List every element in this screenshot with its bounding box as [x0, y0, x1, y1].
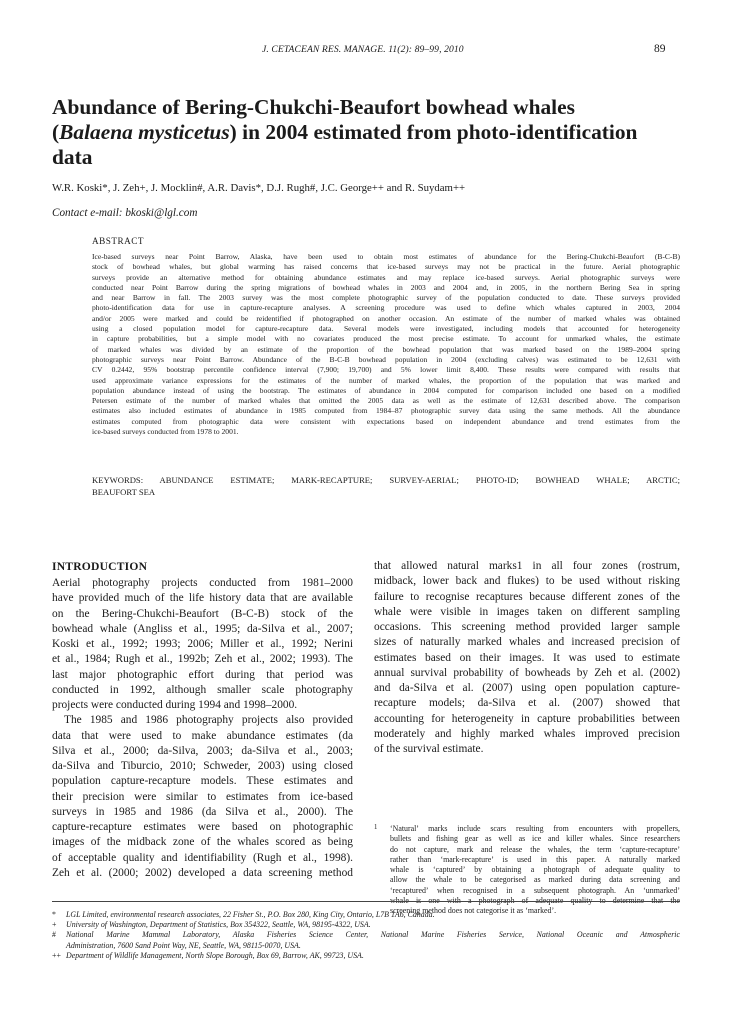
body-line: that allowed natural marks1 in all four zones (rostrum, [374, 560, 680, 572]
body-line: failure to recognise recaptures because different zones of the [374, 590, 680, 603]
body-line: on the Bering-Chukchi-Beaufort (B-C-B) stock of the [52, 607, 353, 620]
body-line: images of the midback zone of the whales scored as being [52, 836, 353, 849]
introduction-heading: INTRODUCTION [52, 560, 148, 573]
body-line: occasions. This screening method provided larger sample [374, 621, 680, 633]
running-head [0, 44, 729, 60]
footnote-mark: 1 [374, 824, 378, 831]
introduction-right-column [374, 559, 680, 757]
body-line: have provided much of the life history data that are available [52, 592, 353, 605]
abstract-line: using a closed population model for capture-recapture data. Several models were investigated, including models that accounted for heterogeneity [92, 324, 680, 334]
affiliation-item [52, 910, 680, 920]
journal-reference: J. CETACEAN RES. MANAGE. 11(2): 89–99, 2010 [262, 44, 464, 55]
footnote-body [390, 824, 680, 917]
body-line: da-Silva and Tiburcio, 2010; Schweder, 2003) using closed [52, 760, 353, 772]
body-line: Zeh et al. (2000; 2002) developed a data screening method [52, 866, 353, 879]
affiliation-mark: * [52, 910, 56, 919]
body-line: and da-Silva et al. (2007) using open population capture- [374, 682, 680, 694]
abstract-line: conducted near Point Barrow during the spring migrations of bowhead whales in 2003 and 2004 and, in 2005, in the northern Bering Sea in spring [92, 282, 680, 292]
affiliation-text: National Marine Mammal Laboratory, Alaska Fisheries Science Center, National Marine Fisheries Service, National Oceanic and Atmospheric [66, 930, 680, 940]
introduction-left-column [52, 559, 353, 881]
footnote-line: rather than ‘mark-recapture’ is used in this paper. A naturally marked [390, 854, 680, 864]
body-line: The 1985 and 1986 photography projects also provided [64, 714, 353, 727]
affiliation-mark: ++ [52, 950, 61, 960]
body-line: of the survival estimate. [374, 743, 484, 755]
affiliation-item [52, 930, 680, 950]
body-line: Aerial photography projects conducted from 1981–2000 [52, 577, 353, 589]
affiliation-text: Administration, 7600 Sand Point Way, NE, Seattle, WA, 98115-0070, USA. [66, 940, 301, 950]
affiliation-item [52, 920, 680, 930]
abstract-line: in capture probabilities, but a simple model with no covariates produced the most precise estimate. To account for unmarked whales, the estimate [92, 334, 680, 344]
body-line: whale were visible in images taken on different sampling [374, 605, 680, 618]
body-line: annual survival probability of bowheads by Zeh et al. (2002) [374, 666, 680, 679]
footnote-line: do not capture, mark and release the whales, the term ‘capture-recapture’ [390, 844, 680, 854]
affiliation-text: LGL Limited, environmental research associates, 22 Fisher St., P.O. Box 280, King City, Ontario, L7B 1A6, Canada. [66, 910, 435, 919]
abstract-line: CV 0.2442, 95% bootstrap percentile confidence interval (7,900; 19,700) and 5% lower limit 8,400. These results were compared with results that [92, 365, 680, 375]
abstract-line: Petersen estimate of the number of marked whales that omitted the 2005 data as well as the estimate of 12,631 described above. The comparison [92, 396, 680, 406]
title-line: data [52, 145, 93, 169]
footnote-divider [52, 901, 680, 902]
abstract-line: photographic surveys near Point Barrow. Abundance of the B-C-B bowhead population in 2004 (excluding calves) was estimated to be 12,631 with [92, 354, 680, 364]
affiliation-mark: + [52, 920, 57, 930]
body-line: sizes of naturally marked whales and increased precision of [374, 636, 680, 649]
abstract-line: of marked whales was divided by an estimate of the proportion of the bowhead population that was marked based on the 1989–2004 spring [92, 344, 680, 354]
body-line: surveys in 1985 and 1986 (da Silva et al., 2000). The [52, 805, 353, 818]
contact-email: Contact e-mail: bkoski@lgl.com [52, 207, 198, 219]
body-line: Koski et al., 1992; 1993; 2006; Miller et al., 1992; Nerini [52, 638, 353, 650]
title-species: Balaena mysticetus [59, 120, 230, 144]
abstract-line: Ice-based surveys near Point Barrow, Alaska, have been used to obtain most estimates of abundance for the Bering-Chukchi-Beaufort (B-C-B) [92, 252, 680, 261]
title-paren: ( [52, 120, 60, 144]
body-line: estimates based on their images. It was used to estimate [374, 651, 680, 664]
abstract-line: and near Barrow in fall. The 2003 survey was the most complete photographic survey of the population conducted to date. These surveys provided [92, 293, 680, 303]
abstract-line: and/or 2005 were marked and could be reidentified if photographed on another occasion. An estimate of the number of marked whales was obtained [92, 313, 680, 323]
body-line: bowhead whale (Angliss et al., 1995; da-Silva et al., 2007; [52, 622, 353, 635]
body-line: of acceptable quality and identifiability (Rugh et al., 1998). [52, 851, 353, 864]
title-rest: ) in 2004 estimated from photo-identification [229, 120, 638, 144]
affiliation-item [52, 951, 680, 961]
footnote-line: whale is one with a photograph of adequate quality to determine that the [390, 896, 680, 906]
footnote-line: whale is ‘captured’ by obtaining a photograph of adequate quality to [390, 865, 680, 875]
footnote-line: bullets and fishing gear as well as ice and killer whales. Since researchers [390, 834, 680, 844]
body-line: recapture models; da-Silva et al. (2007) showed that [374, 697, 680, 710]
body-line: accounting for heterogeneity in capture probabilities between [374, 712, 680, 725]
affiliations [52, 910, 680, 961]
author-list: W.R. Koski*, J. Zeh+, J. Mocklin#, A.R. Davis*, D.J. Rugh#, J.C. George++ and R. Suydam++ [52, 182, 466, 194]
footnote-line: allow the whale to be categorised as marked during data screening and [390, 875, 680, 885]
abstract-line: photo-identification data for use in capture-recapture analyses. A screening procedure was used to define which whales captured in 2003, 2004 [92, 303, 680, 313]
keywords-line: BEAUFORT SEA [92, 486, 156, 497]
affiliation-mark: # [52, 930, 56, 940]
abstract-line: estimates computed from photographic data were consistent with expectations based on independent abundance and trend estimates from the [92, 416, 680, 426]
body-line: projects were conducted during 1994 and 1998–2000. [52, 699, 298, 711]
body-line: their precision were similar to estimates from ice-based [52, 790, 353, 803]
abstract-line: surveys provide an alternative method for obtaining abundance estimates and may replace ice-based surveys. Aerial photographic surveys were [92, 272, 680, 282]
abstract-body [92, 252, 680, 437]
keywords [92, 475, 680, 498]
footnote-line: ‘Natural’ marks include scars resulting from encounters with propellers, [390, 824, 680, 833]
abstract-line: stock of bowhead whales, but global warming has raised concerns that ice-based surveys may not be practical in the future. Aerial photographic [92, 262, 680, 272]
page-number: 89 [654, 43, 666, 55]
body-line: et al., 1984; Rugh et al., 1992b; Zeh et al., 2002; 1993). The [52, 653, 353, 666]
footnote-line: screening method does not categorise it as ‘marked’. [390, 906, 557, 916]
affiliation-text: University of Washington, Department of Statistics, Box 354322, Seattle, WA, 98195-4322, USA. [66, 920, 371, 930]
body-line: conducted in 1992, although smaller scale photography [52, 683, 353, 696]
abstract-line: used approximate variance expressions for the estimates of the number of marked whales, the proportion of the population that was marked and [92, 375, 680, 385]
abstract-line: population abundance instead of using the bootstrap. The estimates of abundance in 2004 computed for comparison included one based on a modified [92, 385, 680, 395]
body-line: data that were used to make abundance estimates (da [52, 729, 353, 742]
title-line [52, 120, 682, 145]
body-line: moderately and highly marked whales improved precision [374, 727, 680, 740]
abstract-line: ice-based surveys conducted from 1978 to 2001. [92, 427, 239, 437]
body-line: population capture-recapture models. These estimates and [52, 775, 353, 788]
body-line: Silva et al., 2000; da-Silva, 2003; da-Silva et al., 2003; [52, 744, 353, 757]
body-line: midback, lower back and flukes) to be used without risking [374, 575, 680, 588]
affiliation-text: Department of Wildlife Management, North Slope Borough, Box 69, Barrow, AK, 99723, USA. [66, 950, 364, 960]
title-line: Abundance of Bering-Chukchi-Beaufort bowhead whales [52, 95, 575, 119]
footnote-line: ‘recaptured’ when recognised in a subsequent photograph. An ‘unmarked’ [390, 885, 680, 895]
abstract-heading: ABSTRACT [92, 236, 144, 246]
abstract-line: estimates also included estimates of abundance in 1985 computed from 1984–87 photographic survey data using the same methods. All the abundance [92, 406, 680, 416]
paper-title [52, 95, 682, 170]
body-line: capture-recapture estimates were based on photographic [52, 821, 353, 833]
keywords-line: KEYWORDS: ABUNDANCE ESTIMATE; MARK-RECAPTURE; SURVEY-AERIAL; PHOTO-ID; BOWHEAD WHALE; ARCTIC; [92, 475, 680, 485]
body-line: last major photographic effort during that period was [52, 668, 353, 681]
